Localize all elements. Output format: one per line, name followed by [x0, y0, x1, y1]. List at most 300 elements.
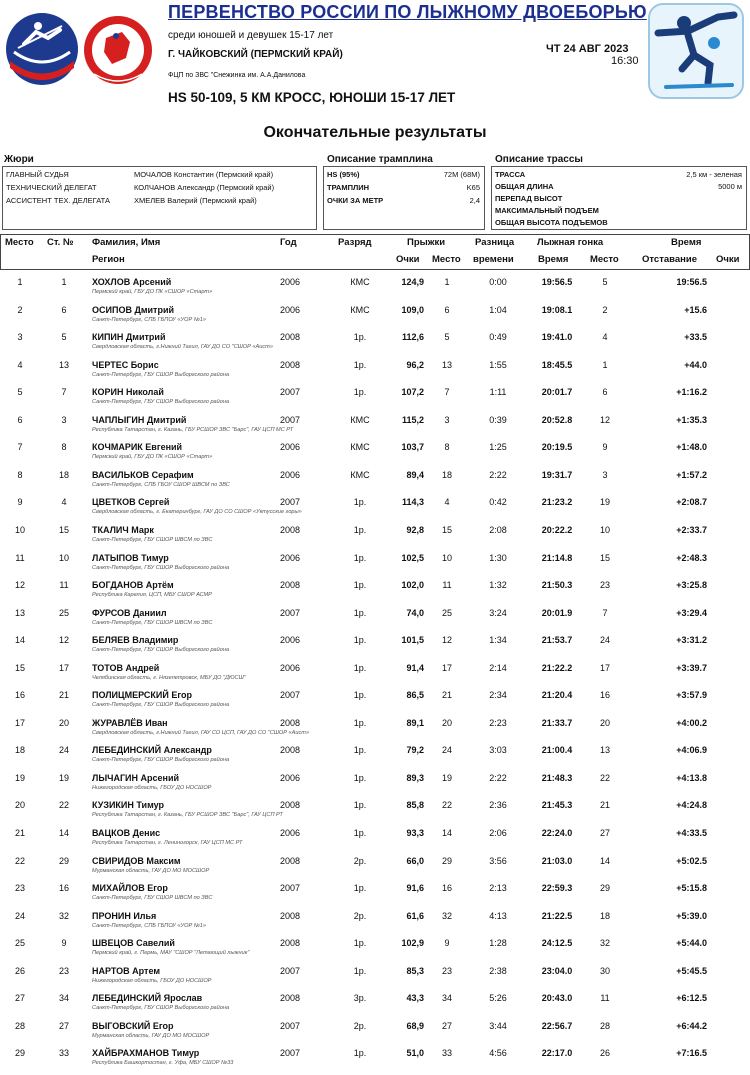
cell-athlete-name: ЦВЕТКОВ Сергей — [92, 497, 170, 508]
table-row — [0, 878, 750, 906]
cell-year: 2006 — [280, 552, 301, 563]
cell-year: 2007 — [280, 1020, 301, 1031]
cell-place: 11 — [15, 552, 25, 563]
cell-athlete-name: НАРТОВ Артем — [92, 965, 160, 976]
cell-jump-place: 8 — [444, 442, 450, 453]
cell-jump-place: 24 — [441, 745, 452, 756]
cell-athlete-name: ТОТОВ Андрей — [92, 662, 160, 673]
federation-logos — [4, 6, 154, 92]
cell-race-time: 21:00.4 — [541, 745, 573, 756]
cell-rank: 1р. — [353, 938, 367, 949]
jury-role: АССИСТЕНТ ТЕХ. ДЕЛЕГАТА — [6, 196, 110, 205]
cell-race-time: 21:22.5 — [541, 910, 573, 921]
cell-jump-place: 25 — [441, 607, 452, 618]
cell-rank: 1р. — [353, 800, 367, 811]
cell-region: Санкт-Петербург, СПБ ГБОУ СШОР ШВСМ по ЗВС — [92, 481, 230, 488]
cell-bib: 24 — [58, 745, 69, 756]
cell-race-time: 21:23.2 — [541, 497, 573, 508]
table-row — [0, 548, 750, 576]
cell-jump-points: 43,3 — [406, 993, 424, 1004]
competition-title: ПЕРВЕНСТВО РОССИИ ПО ЛЫЖНОМУ ДВОЕБОРЬЮ — [168, 2, 647, 22]
cell-year: 2008 — [280, 745, 301, 756]
col-place: Место — [5, 237, 34, 248]
cell-year: 2006 — [280, 772, 301, 783]
cell-jump-points: 101,5 — [401, 635, 424, 646]
cell-region: Санкт-Петербург, ГБУ СШОР Выборгского района — [92, 399, 230, 406]
cell-behind: +1:48.0 — [676, 442, 707, 453]
cell-diff: 4:56 — [489, 1048, 507, 1059]
cell-year: 2007 — [280, 690, 301, 701]
cell-jump-points: 85,3 — [406, 965, 424, 976]
cell-race-place: 10 — [599, 524, 610, 535]
table-row — [0, 851, 750, 879]
cell-athlete-name: ТКАЛИЧ Марк — [92, 524, 154, 535]
cell-jump-place: 11 — [442, 580, 452, 591]
cell-rank: КМС — [350, 304, 370, 315]
cell-behind: +4:24.8 — [676, 800, 707, 811]
table-row — [0, 768, 750, 796]
cell-behind: +2:33.7 — [676, 524, 707, 535]
cell-place: 20 — [14, 800, 25, 811]
hill-label: HS (95%) — [327, 170, 360, 179]
cell-rank: 1р. — [353, 524, 367, 535]
cell-race-time: 21:14.8 — [541, 552, 573, 563]
table-row — [0, 933, 750, 961]
cell-race-time: 20:52.8 — [541, 414, 573, 425]
cell-race-time: 24:12.5 — [541, 938, 573, 949]
cell-diff: 3:03 — [489, 745, 507, 756]
col-behind: Отставание — [642, 254, 697, 265]
cell-place: 3 — [17, 332, 23, 343]
cell-diff: 1:55 — [489, 359, 507, 370]
cell-race-time: 20:01.7 — [541, 387, 573, 398]
cell-race-place: 5 — [602, 277, 608, 287]
table-row — [0, 327, 750, 355]
cell-diff: 1:32 — [489, 580, 507, 591]
cell-jump-points: 89,4 — [406, 469, 424, 480]
cell-bib: 5 — [61, 332, 67, 343]
cell-race-place: 21 — [599, 800, 610, 811]
cell-rank: 1р. — [353, 745, 367, 756]
cell-year: 2008 — [280, 910, 301, 921]
cell-race-place: 14 — [599, 855, 610, 866]
competition-host: ФЦП по ЗВС "Снежинка им. А.А.Данилова — [168, 72, 306, 79]
table-row — [0, 603, 750, 631]
cell-jump-points: 89,1 — [406, 717, 424, 728]
cell-region: Нижегородская область, ГБОУ ДО НОСШОР — [92, 784, 212, 791]
cell-place: 24 — [14, 910, 25, 921]
cell-rank: 1р. — [353, 965, 367, 976]
table-row — [0, 1043, 750, 1071]
table-row — [0, 355, 750, 383]
cell-behind: +5:15.8 — [676, 883, 707, 894]
cell-rank: 1р. — [353, 662, 367, 673]
cell-rank: КМС — [350, 469, 370, 480]
cell-race-time: 20:01.9 — [541, 607, 573, 618]
course-label: МАКСИМАЛЬНЫЙ ПОДЪЕМ — [495, 206, 599, 215]
jury-name: КОЛЧАНОВ Александр (Пермский край) — [134, 183, 275, 192]
cell-behind: +5:45.5 — [676, 965, 707, 976]
cell-race-place: 18 — [599, 910, 610, 921]
cell-place: 18 — [14, 745, 25, 756]
table-row — [0, 492, 750, 520]
col-jumps: Прыжки — [407, 237, 446, 248]
event-name: HS 50-109, 5 КМ КРОСС, ЮНОШИ 15-17 ЛЕТ — [168, 90, 456, 105]
cell-race-place: 4 — [602, 332, 608, 343]
cell-region: Санкт-Петербург, ГБУ СШОР ШВСМ по ЗВС — [92, 895, 213, 902]
cell-rank: 1р. — [353, 690, 367, 701]
cell-place: 1 — [17, 277, 23, 287]
cell-year: 2008 — [280, 332, 301, 343]
cell-diff: 1:04 — [489, 304, 507, 315]
cell-rank: 1р. — [353, 635, 367, 646]
cell-race-place: 16 — [599, 690, 610, 701]
cell-year: 2007 — [280, 883, 301, 894]
cell-region: Санкт-Петербург, ГБУ СШОР Выборгского района — [92, 371, 230, 378]
cell-rank: 1р. — [353, 332, 367, 343]
table-row — [0, 465, 750, 493]
cell-diff: 2:36 — [489, 800, 507, 811]
cell-diff: 0:42 — [489, 497, 507, 508]
cell-year: 2006 — [280, 442, 301, 453]
cell-jump-place: 22 — [441, 800, 452, 811]
cell-athlete-name: ЛЕБЕДИНСКИЙ Ярослав — [92, 993, 203, 1004]
cell-region: Санкт-Петербург, ГБУ СШОР ШВСМ по ЗВС — [92, 536, 213, 543]
cell-diff: 0:49 — [489, 332, 507, 343]
cell-diff: 3:44 — [489, 1020, 507, 1031]
cell-jump-points: 89,3 — [406, 772, 424, 783]
cell-year: 2008 — [280, 524, 301, 535]
cell-jump-place: 13 — [441, 359, 452, 370]
hill-label: ОЧКИ ЗА МЕТР — [327, 196, 384, 205]
cell-jump-points: 103,7 — [401, 442, 424, 453]
cell-jump-points: 102,5 — [401, 552, 424, 563]
cell-jump-points: 96,2 — [406, 359, 424, 370]
course-value: 5000 м — [718, 182, 742, 191]
cell-place: 13 — [14, 607, 25, 618]
cell-rank: КМС — [350, 277, 370, 287]
cell-behind: +6:12.5 — [676, 993, 707, 1004]
cell-behind: +2:48.3 — [676, 552, 707, 563]
cell-year: 2008 — [280, 855, 301, 866]
cell-athlete-name: ШВЕЦОВ Савелий — [92, 938, 175, 949]
cell-athlete-name: ПРОНИН Илья — [92, 910, 157, 921]
cell-race-place: 17 — [599, 662, 610, 673]
cell-place: 4 — [17, 359, 23, 370]
col-bib: Ст. № — [47, 237, 74, 248]
cell-diff: 1:34 — [489, 635, 507, 646]
cell-behind: +1:35.3 — [676, 414, 707, 425]
col-diff-time: времени — [473, 254, 514, 265]
cell-athlete-name: ЧАПЛЫГИН Дмитрий — [92, 414, 187, 425]
cell-region: Пермский край, ГБУ ДО ПК «СШОР «Старт» — [92, 289, 213, 295]
cell-race-place: 3 — [602, 469, 608, 480]
nordic-combined-logo-icon — [648, 3, 744, 99]
cell-place: 15 — [14, 662, 25, 673]
cell-race-place: 26 — [599, 1048, 610, 1059]
cell-region: Челябинская область, г. Нязепетровск, МБУ ДО "ДЮСШ" — [92, 674, 246, 681]
cell-region: Республика Татарстан, г. Казань, ГБУ РСШОР ЗВС "Барс", ГАУ ЦСП МС РТ — [92, 426, 294, 433]
cell-diff: 3:24 — [489, 607, 507, 618]
cell-jump-points: 79,2 — [406, 745, 424, 756]
cell-rank: 1р. — [353, 552, 367, 563]
cell-diff: 2:38 — [489, 965, 507, 976]
cell-athlete-name: БОГДАНОВ Артём — [92, 580, 174, 591]
cell-athlete-name: КОЧМАРИК Евгений — [92, 442, 183, 453]
cell-rank: 2р. — [353, 1020, 367, 1031]
col-name: Фамилия, Имя — [92, 237, 161, 248]
jury-role: ГЛАВНЫЙ СУДЬЯ — [6, 170, 69, 179]
cell-place: 22 — [14, 855, 25, 866]
cell-jump-place: 34 — [441, 993, 452, 1004]
cell-rank: 1р. — [353, 497, 367, 508]
cell-jump-place: 19 — [441, 772, 452, 783]
cell-race-time: 19:41.0 — [541, 332, 573, 343]
cell-diff: 2:14 — [489, 662, 507, 673]
cell-race-place: 7 — [602, 607, 608, 618]
col-year: Год — [280, 237, 297, 248]
cell-behind: +3:39.7 — [676, 662, 707, 673]
table-row — [0, 685, 750, 713]
cell-bib: 12 — [58, 635, 69, 646]
cell-race-time: 21:53.7 — [541, 635, 573, 646]
cell-jump-place: 14 — [441, 828, 452, 838]
cell-region: Санкт-Петербург, СПБ ГБПОУ «УОР №1» — [92, 316, 207, 323]
table-row — [0, 961, 750, 989]
cell-behind: 19:56.5 — [676, 277, 707, 287]
cell-region: Санкт-Петербург, СПБ ГБПОУ «УОР №1» — [92, 922, 207, 929]
cell-diff: 5:26 — [489, 993, 507, 1004]
cell-region: Республика Татарстан, г. Лениногорск, ГАУ ЦСП МС РТ — [92, 840, 243, 846]
cell-bib: 34 — [58, 993, 69, 1004]
cell-year: 2007 — [280, 965, 301, 976]
cell-jump-points: 124,9 — [401, 277, 424, 287]
jury-name: МОЧАЛОВ Константин (Пермский край) — [134, 170, 274, 179]
prikamye-federation-logo-icon — [84, 16, 152, 84]
cell-place: 19 — [14, 772, 25, 783]
table-row — [0, 630, 750, 658]
cell-race-place: 19 — [599, 497, 610, 508]
cell-race-time: 18:45.5 — [541, 359, 573, 370]
cell-race-time: 21:22.2 — [541, 662, 573, 673]
header-border — [0, 234, 1, 270]
cell-athlete-name: ПОЛИЦМЕРСКИЙ Егор — [92, 690, 192, 701]
cell-athlete-name: ЛЫЧАГИН Арсений — [92, 772, 180, 783]
cell-diff: 1:30 — [489, 552, 507, 563]
cell-jump-place: 32 — [441, 910, 452, 921]
cell-race-time: 21:20.4 — [541, 690, 573, 701]
cell-jump-points: 85,8 — [406, 800, 424, 811]
cell-race-place: 2 — [602, 304, 608, 315]
cell-race-time: 21:03.0 — [541, 855, 573, 866]
cell-diff: 2:34 — [489, 690, 507, 701]
cell-behind: +1:16.2 — [676, 387, 707, 398]
table-row — [0, 795, 750, 823]
cell-bib: 10 — [58, 552, 69, 563]
cell-jump-place: 16 — [441, 883, 452, 894]
cell-race-place: 22 — [599, 772, 610, 783]
cell-behind: +5:44.0 — [676, 938, 707, 949]
cell-rank: 1р. — [353, 828, 367, 838]
cell-race-time: 19:08.1 — [541, 304, 573, 315]
cell-region: Санкт-Петербург, ГБУ СШОР Выборгского района — [92, 702, 230, 709]
cell-diff: 0:39 — [489, 414, 507, 425]
cell-behind: +1:57.2 — [676, 469, 707, 480]
table-row — [0, 437, 750, 465]
competition-location: Г. ЧАЙКОВСКИЙ (ПЕРМСКИЙ КРАЙ) — [168, 49, 343, 60]
cell-place: 12 — [14, 580, 25, 591]
cell-race-time: 21:48.3 — [541, 772, 573, 783]
cell-jump-points: 102,0 — [401, 580, 424, 591]
cell-behind: +7:16.5 — [676, 1048, 707, 1059]
jury-title: Жюри — [4, 154, 34, 165]
cell-jump-points: 91,4 — [406, 662, 424, 673]
col-total: Время — [671, 237, 702, 248]
cell-race-place: 23 — [599, 580, 610, 591]
cell-year: 2008 — [280, 800, 301, 811]
cell-region: Нижегородская область, ГБОУ ДО НОСШОР — [92, 977, 212, 984]
col-race-place: Место — [590, 254, 619, 265]
table-row — [0, 823, 750, 851]
cell-behind: +5:39.0 — [676, 910, 707, 921]
cell-athlete-name: ФУРСОВ Даниил — [92, 607, 167, 618]
cell-jump-points: 86,5 — [406, 690, 424, 701]
cell-jump-points: 93,3 — [406, 828, 424, 838]
cell-region: Санкт-Петербург, ГБУ СШОР Выборгского района — [92, 564, 230, 571]
cell-rank: 1р. — [353, 359, 367, 370]
cell-jump-place: 4 — [444, 497, 450, 508]
cell-place: 29 — [14, 1048, 25, 1059]
cell-behind: +4:33.5 — [676, 828, 707, 838]
cell-region: Пермский край, ГБУ ДО ПК «СШОР «Старт» — [92, 454, 213, 461]
hill-value: 72M (68M) — [443, 170, 480, 179]
cell-place: 25 — [14, 938, 25, 949]
cell-diff: 2:08 — [489, 524, 507, 535]
table-row — [0, 575, 750, 603]
cell-behind: +15.6 — [684, 304, 707, 315]
cell-athlete-name: БЕЛЯЕВ Владимир — [92, 635, 179, 646]
cell-athlete-name: ОСИПОВ Дмитрий — [92, 304, 175, 315]
cell-jump-place: 6 — [444, 304, 450, 315]
cell-place: 16 — [14, 690, 25, 701]
competition-subtitle: среди юношей и девушек 15-17 лет — [168, 30, 334, 41]
results-title: Окончательные результаты — [263, 124, 487, 141]
cell-bib: 32 — [58, 910, 69, 921]
cell-diff: 1:11 — [489, 387, 507, 398]
cell-jump-points: 74,0 — [406, 607, 424, 618]
cell-region: Свердловская область, г.Нижний Тагил, ГАУ СО ЦСП, ГАУ ДО СО "СШОР «Аист» — [92, 729, 310, 736]
cell-behind: +4:06.9 — [676, 745, 707, 756]
table-row — [0, 906, 750, 934]
cell-athlete-name: ХОХЛОВ Арсений — [92, 277, 172, 287]
cell-athlete-name: ЖУРАВЛЁВ Иван — [92, 717, 168, 728]
cell-jump-place: 7 — [444, 387, 450, 398]
cell-race-place: 27 — [599, 828, 610, 838]
competition-time: 16:30 — [611, 55, 639, 67]
cell-region: Санкт-Петербург, ГБУ СШОР Выборгского района — [92, 757, 230, 764]
cell-year: 2007 — [280, 607, 301, 618]
cell-athlete-name: ЧЕРТЕС Борис — [92, 359, 159, 370]
cell-region: Санкт-Петербург, ГБУ СШОР ШВСМ по ЗВС — [92, 619, 213, 626]
course-label: ПЕРЕПАД ВЫСОТ — [495, 194, 563, 203]
table-row — [0, 382, 750, 410]
cell-jump-points: 107,2 — [401, 387, 424, 398]
cell-race-place: 28 — [599, 1020, 610, 1031]
cell-place: 21 — [14, 828, 25, 838]
cell-region: Республика Башкортостан, г. Уфа, МБУ СШОР №33 — [92, 1060, 234, 1067]
cell-jump-place: 9 — [444, 938, 450, 949]
cell-bib: 16 — [58, 883, 69, 894]
cell-place: 14 — [14, 635, 25, 646]
cell-rank: 2р. — [353, 910, 367, 921]
col-diff: Разница — [475, 237, 515, 248]
cell-bib: 14 — [58, 828, 69, 838]
cell-jump-points: 92,8 — [406, 524, 424, 535]
cell-race-time: 21:33.7 — [541, 717, 573, 728]
cell-jump-points: 68,9 — [406, 1020, 424, 1031]
table-row — [0, 740, 750, 768]
cell-region: Санкт-Петербург, ГБУ СШОР Выборгского района — [92, 647, 230, 654]
cell-year: 2006 — [280, 635, 301, 646]
cell-diff: 0:00 — [489, 277, 507, 287]
col-rank: Разряд — [338, 237, 372, 248]
cell-behind: +2:08.7 — [676, 497, 707, 508]
cell-race-time: 20:19.5 — [541, 442, 573, 453]
cell-bib: 6 — [61, 304, 67, 315]
cell-diff: 2:22 — [489, 772, 507, 783]
cell-bib: 23 — [58, 965, 69, 976]
cell-year: 2008 — [280, 359, 301, 370]
course-box — [491, 166, 747, 230]
cell-bib: 33 — [58, 1048, 69, 1059]
course-value: 2,5 км - зеленая — [686, 170, 742, 179]
cell-jump-place: 29 — [441, 855, 452, 866]
cell-athlete-name: МИХАЙЛОВ Егор — [92, 883, 168, 894]
cell-race-time: 21:50.3 — [541, 580, 573, 591]
cell-race-place: 32 — [599, 938, 610, 949]
cell-jump-place: 12 — [441, 635, 452, 646]
cell-rank: КМС — [350, 414, 370, 425]
cell-race-place: 24 — [599, 635, 610, 646]
course-title: Описание трассы — [495, 154, 583, 165]
cell-jump-points: 115,2 — [401, 414, 424, 425]
cell-place: 23 — [14, 883, 25, 894]
cell-rank: 1р. — [353, 772, 367, 783]
cell-bib: 7 — [61, 387, 67, 398]
cell-race-time: 20:22.2 — [541, 524, 573, 535]
hill-label: ТРАМПЛИН — [327, 183, 370, 192]
cell-bib: 17 — [58, 662, 69, 673]
cell-jump-place: 5 — [444, 332, 450, 343]
cell-athlete-name: ВАСИЛЬКОВ Серафим — [92, 469, 194, 480]
cell-jump-points: 51,0 — [406, 1048, 424, 1059]
course-label: ТРАССА — [495, 170, 526, 179]
jury-role: ТЕХНИЧЕСКИЙ ДЕЛЕГАТ — [6, 183, 97, 192]
cell-jump-place: 15 — [441, 524, 452, 535]
cell-race-place: 6 — [602, 387, 608, 398]
hill-box — [323, 166, 485, 230]
cell-athlete-name: СВИРИДОВ Максим — [92, 855, 181, 866]
cell-behind: +6:44.2 — [676, 1020, 707, 1031]
cell-diff: 3:56 — [489, 855, 507, 866]
cell-region: Мурманская область, ГАУ ДО МО МОСШОР — [92, 1032, 210, 1039]
cell-jump-points: 114,3 — [401, 497, 424, 508]
cell-athlete-name: ВАЦКОВ Денис — [92, 828, 161, 838]
cell-athlete-name: ЛАТЫПОВ Тимур — [92, 552, 169, 563]
cell-jump-place: 18 — [441, 469, 452, 480]
hill-value: 2,4 — [469, 196, 480, 205]
cell-year: 2008 — [280, 938, 301, 949]
